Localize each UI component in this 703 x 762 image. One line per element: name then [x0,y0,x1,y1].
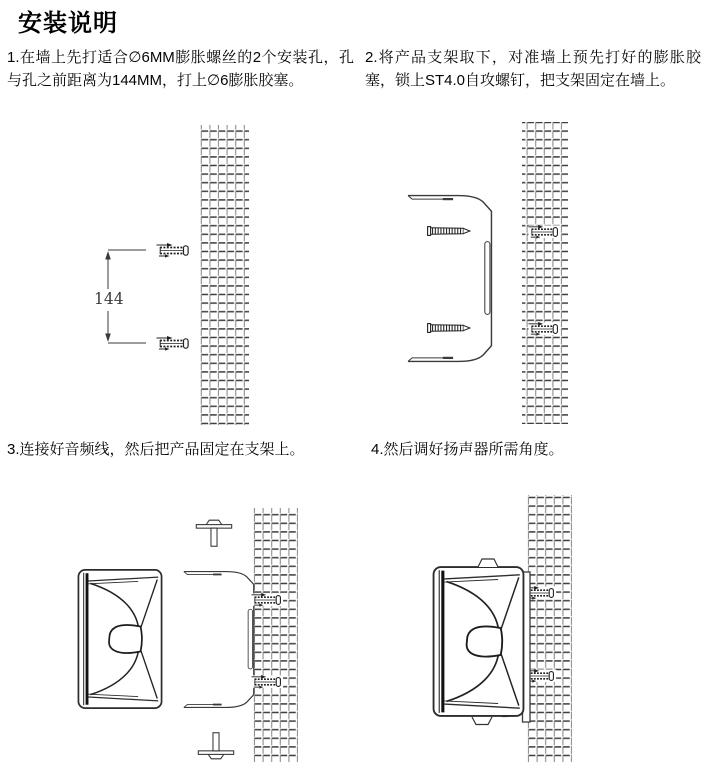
bracket-icon [408,196,491,362]
mounting-knob-icon [198,733,233,759]
expansion-plug-icon [157,336,189,351]
mounting-knob-icon [472,717,492,725]
expansion-plug-icon [528,322,560,336]
diagram-adjust-angle [390,488,680,762]
instruction-step-3: 3.连接好音频线，然后把产品固定在支架上。 [7,441,305,458]
diagram-mount-speaker [30,488,320,762]
speaker-icon [78,570,161,708]
screw-in-wall-icon [251,675,283,689]
dimension-144 [94,250,146,343]
instruction-step-4: 4.然后调好扬声器所需角度。 [371,441,564,458]
wall-hatch [200,125,249,425]
expansion-plug-icon [157,243,189,258]
mounting-knob-icon [478,559,498,567]
instruction-step-1: 1.在墙上先打适合∅6MM膨胀螺丝的2个安装孔，孔与孔之前距离为144MM，打上∅6膨胀胶塞。 [7,49,354,89]
diagram-drill-anchor-holes [80,113,280,440]
page-title: 安装说明 [18,10,118,37]
diagram-fix-bracket [380,113,670,440]
wall-hatch [522,122,568,424]
wall-hatch [253,508,298,762]
bracket-icon [184,572,254,708]
screw-in-wall-icon [251,593,283,607]
speaker-icon [434,567,524,716]
instruction-step-2: 2.将产品支架取下，对准墙上预先打好的膨胀胶塞，锁上ST4.0自攻螺钉，把支架固定在墙上。 [365,49,701,89]
wall-hatch [527,495,572,762]
mounting-knob-icon [196,520,231,546]
dimension-label: 144 [94,290,124,308]
expansion-plug-icon [528,225,560,239]
